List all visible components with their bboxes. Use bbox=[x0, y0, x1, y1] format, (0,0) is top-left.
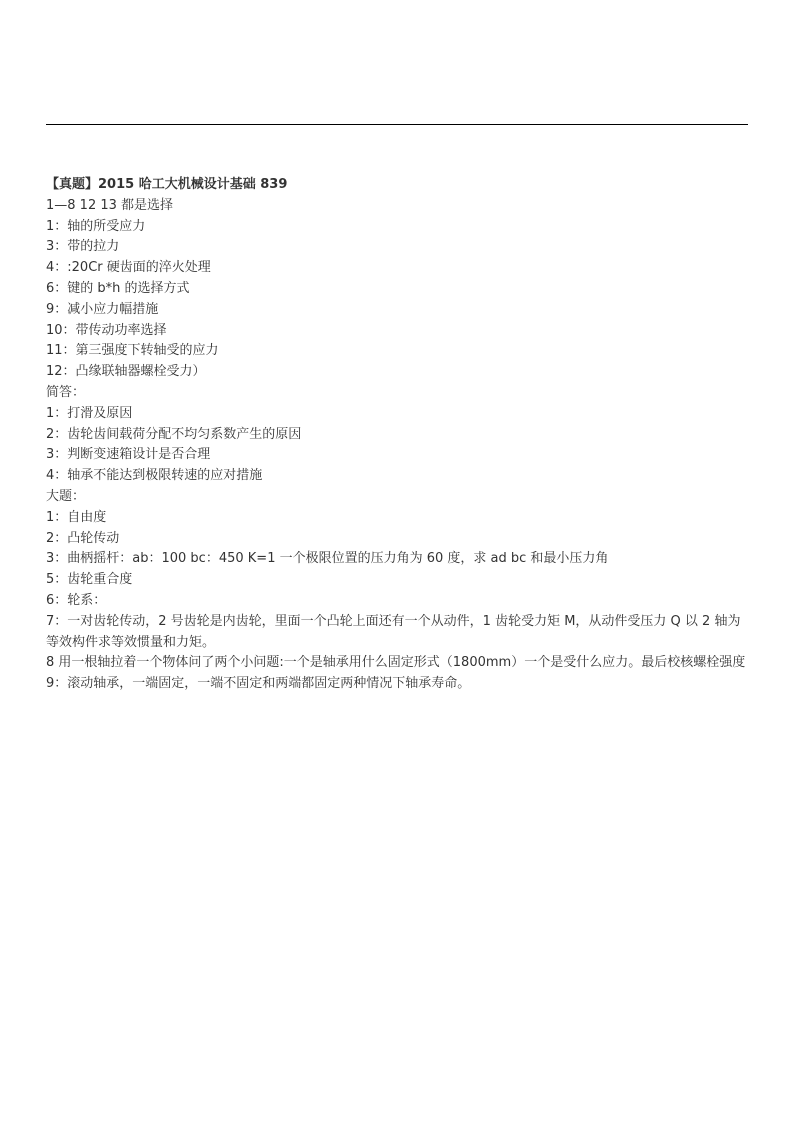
header-rule bbox=[46, 124, 748, 125]
text-line: 3：带的拉力 bbox=[46, 239, 120, 255]
text-line: 4：:20Cr 硬齿面的淬火处理 bbox=[46, 260, 211, 276]
text-line: 6：键的 b*h 的选择方式 bbox=[46, 280, 190, 296]
document-body bbox=[46, 175, 748, 695]
question-8: 8 用一根轴拉着一个物体问了两个小问题:一个是轴承用什么固定形式（1800mm）一个是受什么应力。最后校核螺栓强度 bbox=[46, 655, 746, 671]
question-9: 9：滚动轴承，一端固定，一端不固定和两端都固定两种情况下轴承寿命。 bbox=[46, 676, 471, 692]
text-line: 2：凸轮传动 bbox=[46, 530, 120, 546]
section-heading-major: 大题： bbox=[46, 488, 86, 504]
question-7: 7：一对齿轮传动，2 号齿轮是内齿轮，里面一个凸轮上面还有一个从动件，1 齿轮受力矩 M，从动件受压力 Q 以 2 轴为等效构件求等效惯量和力矩。 bbox=[46, 613, 741, 650]
document-title: 【真题】2015 哈工大机械设计基础 839 bbox=[46, 177, 288, 192]
text-line: 3：曲柄摇杆：ab：100 bc：450 K=1 一个极限位置的压力角为 60 度，求 ad bc 和最小压力角 bbox=[46, 551, 609, 567]
text-line: 4：轴承不能达到极限转速的应对措施 bbox=[46, 468, 263, 484]
section-heading-short-answer: 简答： bbox=[46, 384, 86, 400]
text-line: 3：判断变速箱设计是否合理 bbox=[46, 447, 211, 463]
text-line: 6：轮系： bbox=[46, 592, 107, 608]
text-line: 12：凸缘联轴器螺栓受力） bbox=[46, 364, 206, 380]
text-line: 1—8 12 13 都是选择 bbox=[46, 197, 174, 213]
text-line: 9：减小应力幅措施 bbox=[46, 301, 159, 317]
text-line: 11：第三强度下转轴受的应力 bbox=[46, 343, 219, 359]
text-line: 10：带传动功率选择 bbox=[46, 322, 167, 338]
text-line: 5：齿轮重合度 bbox=[46, 572, 133, 588]
text-line: 2：齿轮齿间载荷分配不均匀系数产生的原因 bbox=[46, 426, 302, 442]
text-line: 1：自由度 bbox=[46, 509, 107, 525]
text-line: 1：轴的所受应力 bbox=[46, 218, 146, 234]
text-line: 1：打滑及原因 bbox=[46, 405, 133, 421]
